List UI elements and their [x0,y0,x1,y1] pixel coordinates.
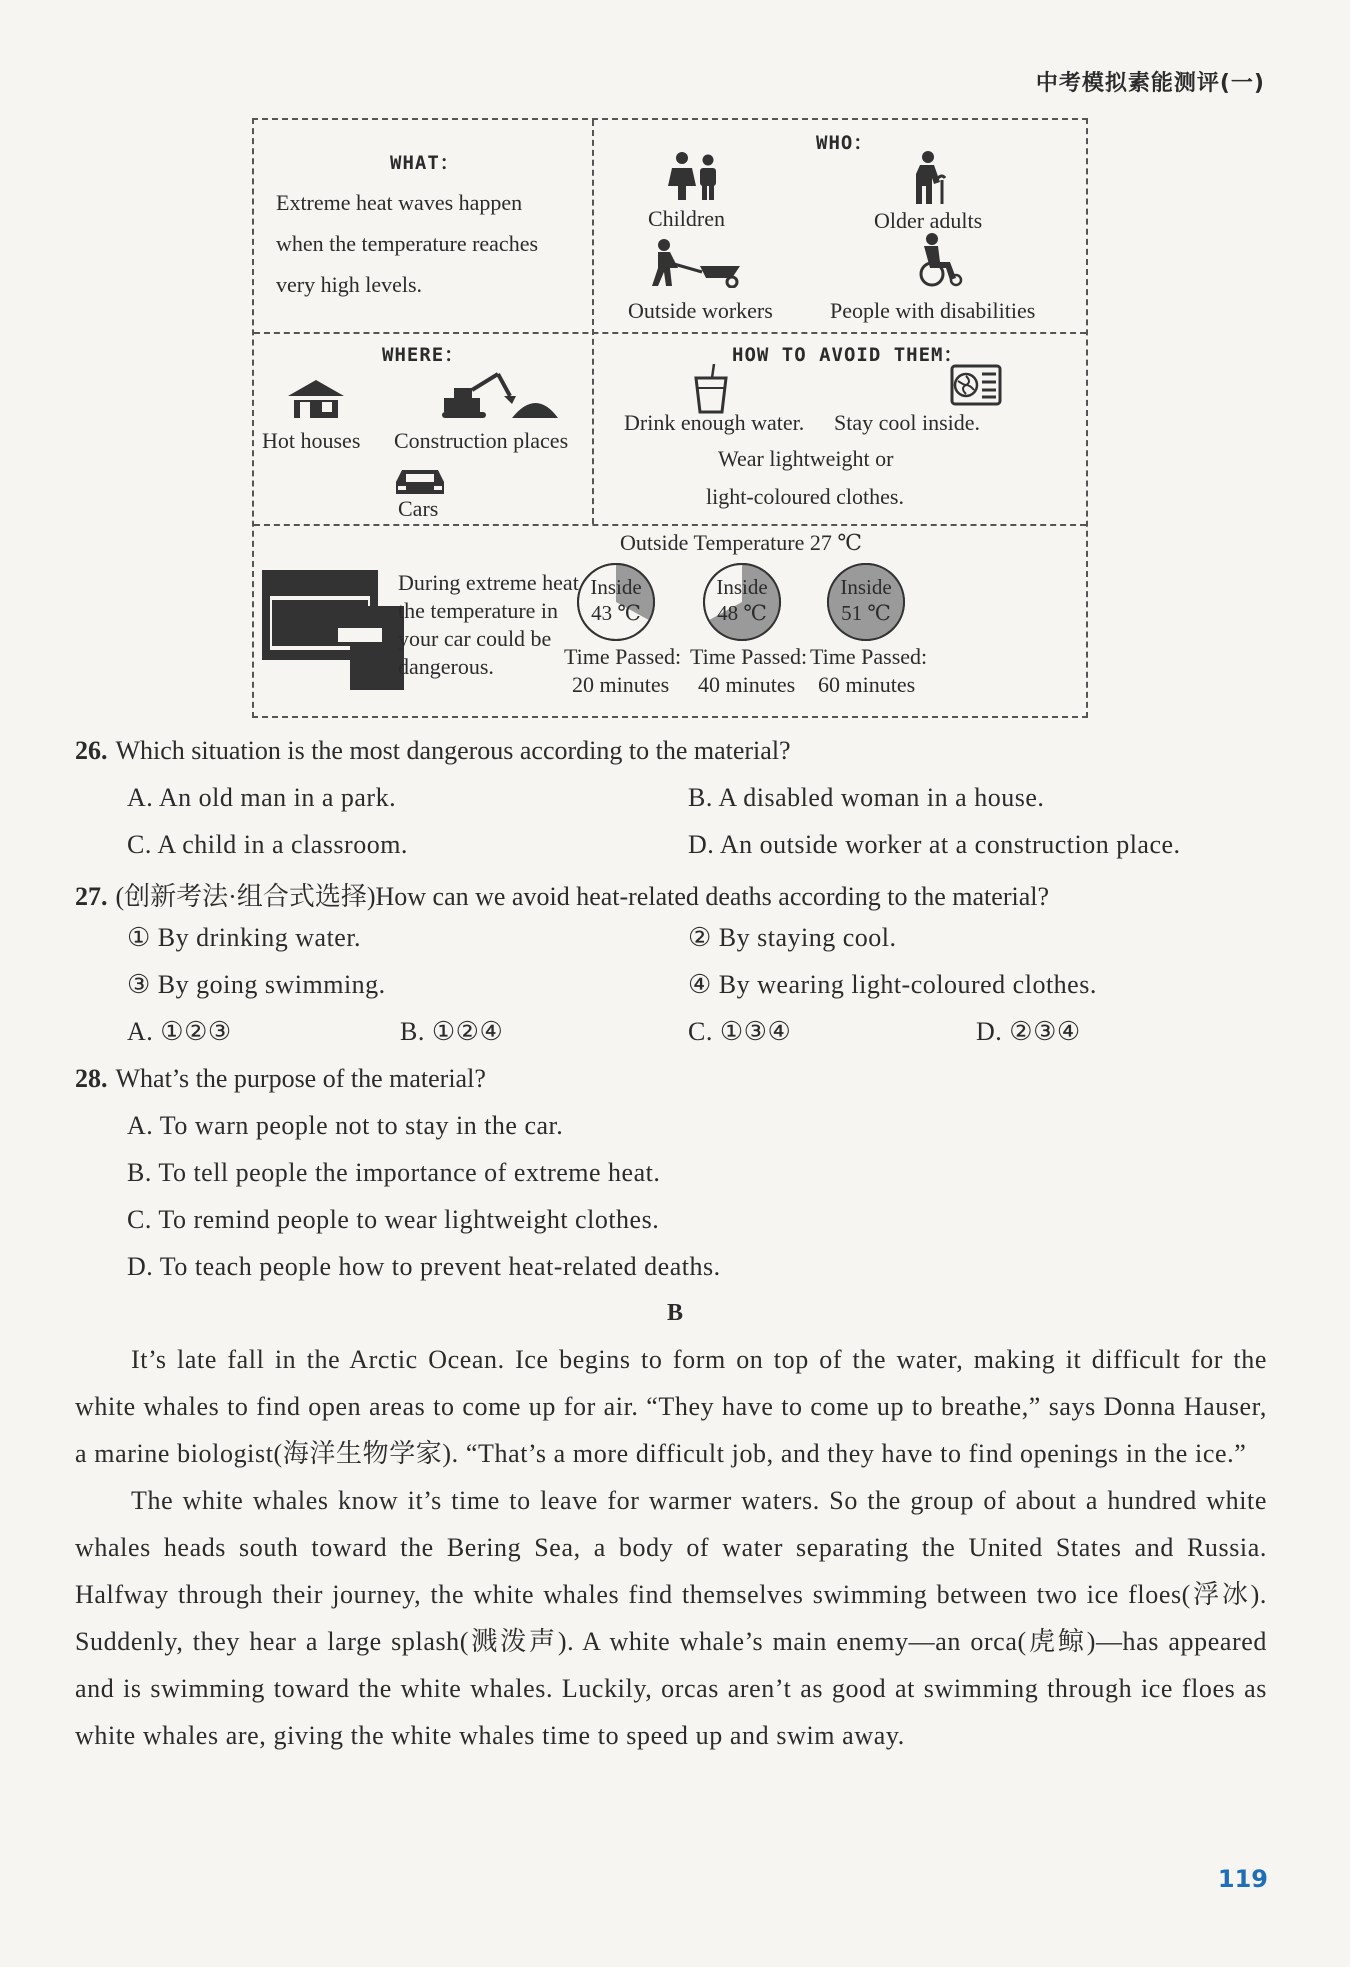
outside-temperature: Outside Temperature 27 ℃ [620,530,862,555]
q27-item-3: ③ By going swimming. [127,970,386,999]
time-passed-value: 20 minutes [572,672,670,697]
car-desc-line: dangerous. [398,654,494,679]
tip-stay-cool: Stay cool inside. [834,410,981,435]
q28-option-c: C. To remind people to wear lightweight clothes. [127,1205,660,1234]
reading-temp: 48 ℃ [717,601,767,625]
who-title: WHO： [816,132,874,154]
air-conditioner-icon [950,364,1002,406]
q26-option-c: C. A child in a classroom. [127,830,408,859]
car-panel [254,526,1086,716]
passage-paragraph: The white whales know it’s time to leave for warmer waters. So the group of about a hundred white whales heads south toward the Bering Sea, a body of water separating the United States and Russia. Halfway through their journey, the white whales find themselves swimming between two ice floes(浮冰). Suddenly, they hear a large splash(溅泼声). A white whale’s main enemy—an orca(虎鲸)—has appeared and is swimming toward the white whales. Luckily, orcas aren’t as good at swimming through ice floes as white whales are, giving the white whales time to speed up and swim away. [75,1486,1267,1750]
time-passed-value: 40 minutes [698,672,796,697]
outside-worker-icon [644,238,764,288]
section-title: B [666,1300,683,1326]
who-outside-workers-label: Outside workers [628,298,773,323]
car-door-icon [262,570,404,692]
reading-label: Inside [840,575,892,599]
what-line: Extreme heat waves happen [276,190,523,215]
children-icon [664,150,724,202]
q26-option-b: B. A disabled woman in a house. [688,783,1045,812]
temp-reading-20min [574,560,658,644]
question-text: Which situation is the most dangerous according to the material? [115,736,791,765]
q28-option-b: B. To tell people the importance of extreme heat. [127,1158,661,1187]
car-desc-line: your car could be [398,626,552,651]
temp-reading-60min [824,560,908,644]
q26-option-a: A. An old man in a park. [127,783,397,812]
what-title: WHAT： [390,152,460,174]
who-children-label: Children [648,206,725,231]
avoid-title: HOW TO AVOID THEM： [732,344,964,366]
tip-light-clothes: light-coloured clothes. [706,484,904,509]
where-title: WHERE： [382,344,465,366]
passage-b [75,1336,1267,1759]
question-28 [75,1064,486,1094]
q27-option-d: D. ②③④ [976,1017,1081,1046]
house-icon [284,376,348,422]
where-hot-houses-label: Hot houses [262,428,361,453]
where-panel [254,334,592,524]
page-header: 中考模拟素能测评(一) [1035,71,1265,96]
wheelchair-icon [910,232,966,288]
q28-option-a: A. To warn people not to stay in the car. [127,1111,564,1140]
time-passed-label: Time Passed: [690,644,808,669]
passage-paragraph: It’s late fall in the Arctic Ocean. Ice begins to form on top of the water, making it difficult for the white whales to find open areas to come up for air. “They have to come up to breathe,” says Donna Hauser, a marine biologist(海洋生物学家). “That’s a more difficult job, and they have to find openings in the ice.” [75,1345,1267,1468]
reading-temp: 51 ℃ [841,601,891,625]
reading-label: Inside [716,575,768,599]
question-number: 27. [75,882,108,911]
page-number: 119 [1217,1865,1268,1893]
time-passed-value: 60 minutes [818,672,916,697]
what-panel [254,120,592,332]
q26-option-d: D. An outside worker at a construction place. [688,830,1181,859]
question-26 [75,736,791,766]
who-older-label: Older adults [874,208,983,233]
what-line: very high levels. [276,272,423,297]
where-cars-label: Cars [398,496,439,521]
where-construction-label: Construction places [394,428,569,453]
q27-item-4: ④ By wearing light-coloured clothes. [688,970,1097,999]
q27-item-1: ① By drinking water. [127,923,362,952]
q27-option-b: B. ①②④ [400,1017,504,1046]
q27-option-c: C. ①③④ [688,1017,792,1046]
time-passed-label: Time Passed: [810,644,928,669]
question-number: 28. [75,1064,108,1093]
question-27 [75,876,1049,913]
time-passed-label: Time Passed: [564,644,682,669]
tip-wear-lightweight: Wear lightweight or [718,446,894,471]
question-number: 26. [75,736,108,765]
q27-item-2: ② By staying cool. [688,923,897,952]
drink-cup-icon [692,364,730,414]
temp-reading-40min [700,560,784,644]
older-adult-icon [912,150,956,206]
reading-temp: 43 ℃ [591,601,641,625]
infographic [252,118,1088,718]
reading-label: Inside [590,575,642,599]
tip-drink-water: Drink enough water. [624,410,805,435]
who-disabilities-label: People with disabilities [830,298,1036,323]
q27-option-a: A. ①②③ [127,1017,232,1046]
car-icon [394,466,446,498]
car-desc-line: During extreme heat [398,570,579,595]
what-line: when the temperature reaches [276,231,539,256]
excavator-icon [440,368,560,420]
who-panel [594,120,1086,332]
avoid-panel [594,334,1086,524]
question-text: (创新考法·组合式选择)How can we avoid heat-related deaths according to the material? [115,882,1049,911]
car-desc-line: the temperature in [398,598,559,623]
question-text: What’s the purpose of the material? [115,1064,486,1093]
q28-option-d: D. To teach people how to prevent heat-related deaths. [127,1252,721,1281]
